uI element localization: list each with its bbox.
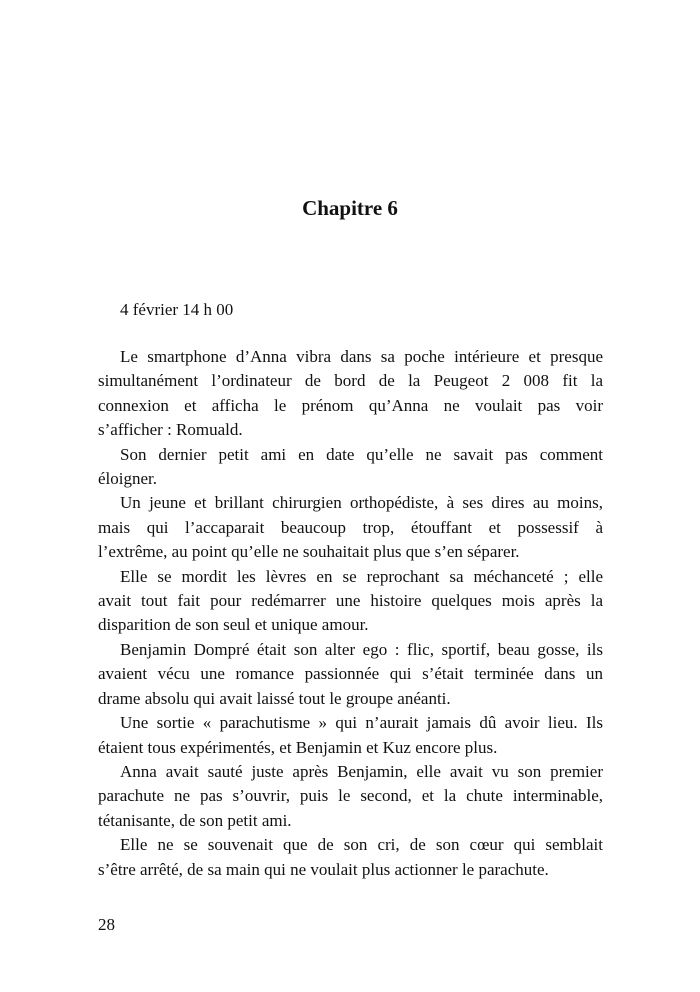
text-line: simultanément l’ordinateur de bord de la Peugeot 2 008 fit la — [98, 371, 603, 391]
text-line: drame absolu qui avait laissé tout le groupe anéanti. — [98, 688, 451, 708]
text-line: mais qui l’accaparait beaucoup trop, étouffant et possessif à — [98, 517, 603, 537]
text-line: Benjamin Dompré était son alter ego : flic, sportif, beau gosse, ils — [120, 639, 603, 659]
text-line: disparition de son seul et unique amour. — [98, 615, 369, 635]
text-line: avait tout fait pour redémarrer une histoire quelques mois après la — [98, 591, 603, 611]
text-line: s’afficher : Romuald. — [98, 420, 243, 440]
text-line: Anna avait sauté juste après Benjamin, elle avait vu son premier — [120, 761, 603, 781]
body-text — [98, 345, 603, 882]
paragraph — [98, 345, 603, 443]
text-line: étaient tous expérimentés, et Benjamin et Kuz encore plus. — [98, 737, 498, 757]
text-line: éloigner. — [98, 469, 158, 489]
text-line: Un jeune et brillant chirurgien orthopédiste, à ses dires au moins, — [120, 493, 603, 513]
text-line: parachute ne pas s’ouvrir, puis le second, et la chute interminable, — [98, 786, 603, 806]
date-line: 4 février 14 h 00 — [120, 300, 234, 319]
text-line: l’extrême, au point qu’elle ne souhaitait plus que s’en séparer. — [98, 542, 520, 562]
paragraph — [98, 638, 603, 711]
page-number: 28 — [98, 915, 115, 934]
text-line: avaient vécu une romance passionnée qui s’était terminée dans un — [98, 664, 603, 684]
chapter-title: Chapitre 6 — [302, 196, 398, 220]
text-line: connexion et afficha le prénom qu’Anna ne voulait pas voir — [98, 395, 603, 415]
paragraph — [98, 760, 603, 833]
paragraph — [98, 565, 603, 638]
paragraph — [98, 491, 603, 564]
text-line: Le smartphone d’Anna vibra dans sa poche intérieure et presque — [120, 347, 603, 366]
text-line: Son dernier petit ami en date qu’elle ne savait pas comment — [120, 444, 603, 464]
paragraph — [98, 443, 603, 492]
text-line: Elle se mordit les lèvres en se reprochant sa méchanceté ; elle — [120, 566, 603, 586]
paragraph — [98, 711, 603, 760]
text-line: tétanisante, de son petit ami. — [98, 810, 292, 830]
text-line: s’être arrêté, de sa main qui ne voulait plus actionner le parachute. — [98, 859, 549, 879]
text-line: Elle ne se souvenait que de son cri, de son cœur qui semblait — [120, 835, 603, 855]
text-line: Une sortie « parachutisme » qui n’aurait jamais dû avoir lieu. Ils — [120, 713, 603, 733]
paragraph — [98, 833, 603, 882]
